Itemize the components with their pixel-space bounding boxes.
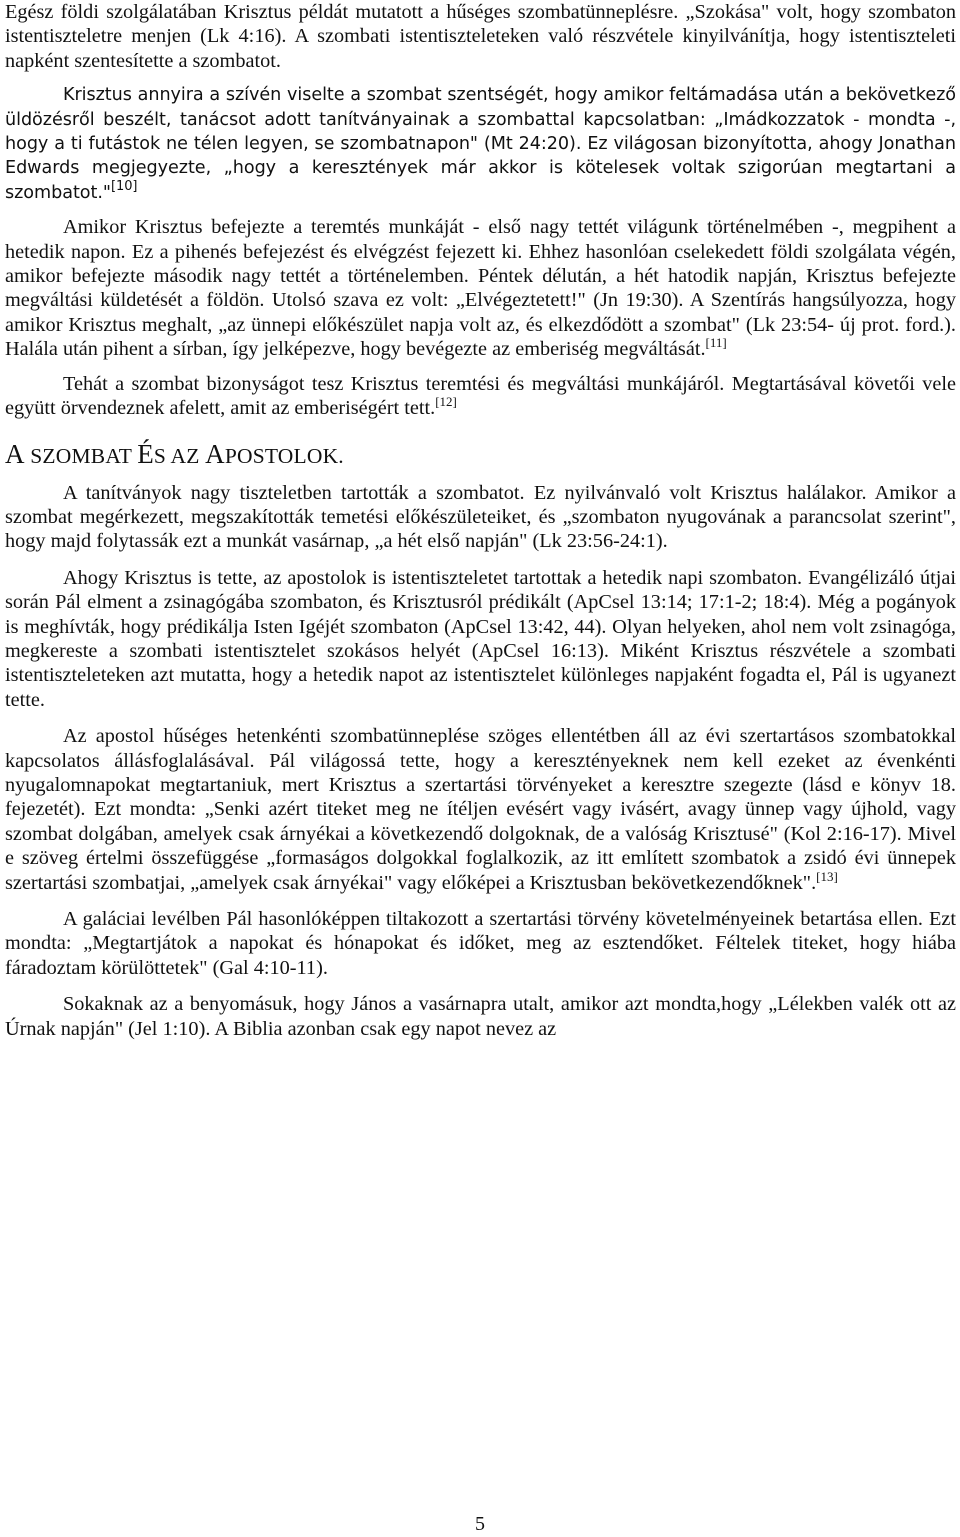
paragraph-6: Ahogy Krisztus is tette, az apostolok is istentiszteletet tartottak a hetedik napi szombaton. Evangélizáló útjai során Pál elment a zsinagógába szombaton, és Krisztusról prédikált (ApCsel 13:14; 17:1-2; 18:4). Még a pogányok is meghívták, hogy prédikálja Isten Igéjét szombaton (ApCsel 13:42, 44). Olyan helyeken, ahol nem volt zsinagóga, megkereste a szombati istentisztelet szokásos helyét (ApCsel 16:13). Miként Krisztus részvétele a szombati istentiszteleteken azt mutatta, hogy a hetedik napot az istentisztelet különleges napjaként fogadta el, Pál is ugyanezt tette.	[5, 566, 956, 711]
paragraph-9: Sokaknak az a benyomásuk, hogy János a vasárnapra utalt, amikor azt mondta,hogy „Lélekben valék ott az Úrnak napján" (Jel 1:10). A Biblia azonban csak egy napot nevez az	[5, 993, 956, 1040]
paragraph-5: A tanítványok nagy tiszteletben tartották a szombatot. Ez nyilvánvaló volt Krisztus halálakor. Amikor a szombat megérkezett, megszakították temetési előkészületeiket, és „szombaton nyugovának a parancsolat szerint", hogy majd folytassák ezt a munkát vasárnap, „a hét első napján" (Lk 23:56-24:1).	[5, 481, 956, 553]
heading-part: SZOMBAT	[24, 443, 138, 468]
heading-part: A	[5, 438, 25, 469]
footnote-ref-13[interactable]: [13]	[816, 868, 838, 884]
paragraph-4-text: Tehát a szombat bizonyságot tesz Krisztus teremtési és megváltási munkájáról. Megtartásával követői vele együtt örvendeznek afelett, amit az emberiségért tett.	[5, 372, 956, 420]
paragraph-4	[5, 372, 956, 421]
footnote-ref-11[interactable]: [11]	[705, 335, 727, 351]
paragraph-8: A galáciai levélben Pál hasonlóképpen tiltakozott a szertartási törvény követelményeinek betartása ellen. Ezt mondta: „Megtartjátok a napokat és hónapokat és időket, meg az esztendőket. Féltelek titeket, hogy hiába fáradoztam körülöttetek" (Gal 4:10-11).	[5, 908, 956, 979]
heading-part: É	[137, 438, 154, 469]
paragraph-7	[5, 724, 956, 895]
footnote-ref-10[interactable]: [10]	[110, 178, 138, 194]
section-heading	[5, 437, 956, 473]
paragraph-3-text: Amikor Krisztus befejezte a teremtés munkáját - első nagy tettét világunk történelmében -, megpihent a hetedik napon. Ez a pihenés befejezést és elvégzést fejezett ki. Ehhez hasonlóan cselekedett földi szolgálata végén, amikor befejezte második nagy tettét a történelemben. Péntek délután, a hét hatodik napján, Krisztus befejezte megváltási küldetését a földön. Utolsó szava ez volt: „Elvégeztetett!" (Jn 19:30). A Szentírás hangsúlyozza, hogy amikor Krisztus meghalt, „az ünnepi előkészület napja volt az, és elkezdődött a szombat" (Lk 23:54- új prot. ford.). Halála után pihent a sírban, így jelképezve, hogy bevégezte az emberiség megváltását.	[5, 216, 956, 361]
heading-part: A	[205, 438, 225, 469]
paragraph-2	[5, 83, 956, 205]
page-number: 5	[475, 1513, 485, 1535]
paragraph-3	[5, 215, 956, 361]
heading-part: POSTOLOK.	[224, 443, 344, 468]
paragraph-7-text: Az apostol hűséges hetenkénti szombatünneplése szöges ellentétben áll az évi szertartásos szombatokkal kapcsolatos állásfoglalásával. Pál világossá tette, hogy a keresztényeknek nem kell ezeket az évenkénti nyugalomnapokat megtartaniuk, mert Krisztus a szertartási törvényeket a keresztre szegezte (lásd e könyv 18. fejezetét). Ezt mondta: „Senki azért titeket meg ne ítéljen evésért vagy ivásért, avagy ünnep vagy újhold, vagy szombat dolgában, amelyek csak árnyékai a következendő dolgoknak, de a valóság Krisztusé" (Kol 2:16-17). Mivel e szöveg értelmi összefüggése „formaságos dolgokkal foglalkozik, az itt említett szombatok a zsidó évi ünnepek szertartási szombatjai, „amelyek csak árnyékai" vagy előképei a Krisztusban bekövetkezendőknek".	[5, 725, 956, 894]
paragraph-1-text: Egész földi szolgálatában Krisztus példát mutatott a hűséges szombatünneplésre. „Szokása" volt, hogy szombaton istentiszteletre menjen (Lk 4:16). A szombati istentiszteleteken való részvétele kinyilvánítja, hogy istentiszteleti napként szentesítette a szombatot.	[5, 1, 956, 72]
footnote-ref-12[interactable]: [12]	[435, 394, 457, 410]
paragraph-1	[5, 0, 956, 73]
paragraph-2-text: Krisztus annyira a szívén viselte a szombat szentségét, hogy amikor feltámadása után a bekövetkező üldözésről beszélt, tanácsot adott tanítványainak a szombattal kapcsolatban: „Imádkozzatok - mondta -, hogy a ti futástok ne télen legyen, se szombatnapon" (Mt 24:20). Ez világosan bizonyította, ahogy Jonathan Edwards megjegyezte, „hogy a keresztények már akkor is kötelesek voltak szigorúan megtartani a szombatot."	[5, 85, 956, 203]
document-page	[5, 0, 956, 1041]
heading-part: S AZ	[153, 443, 206, 468]
